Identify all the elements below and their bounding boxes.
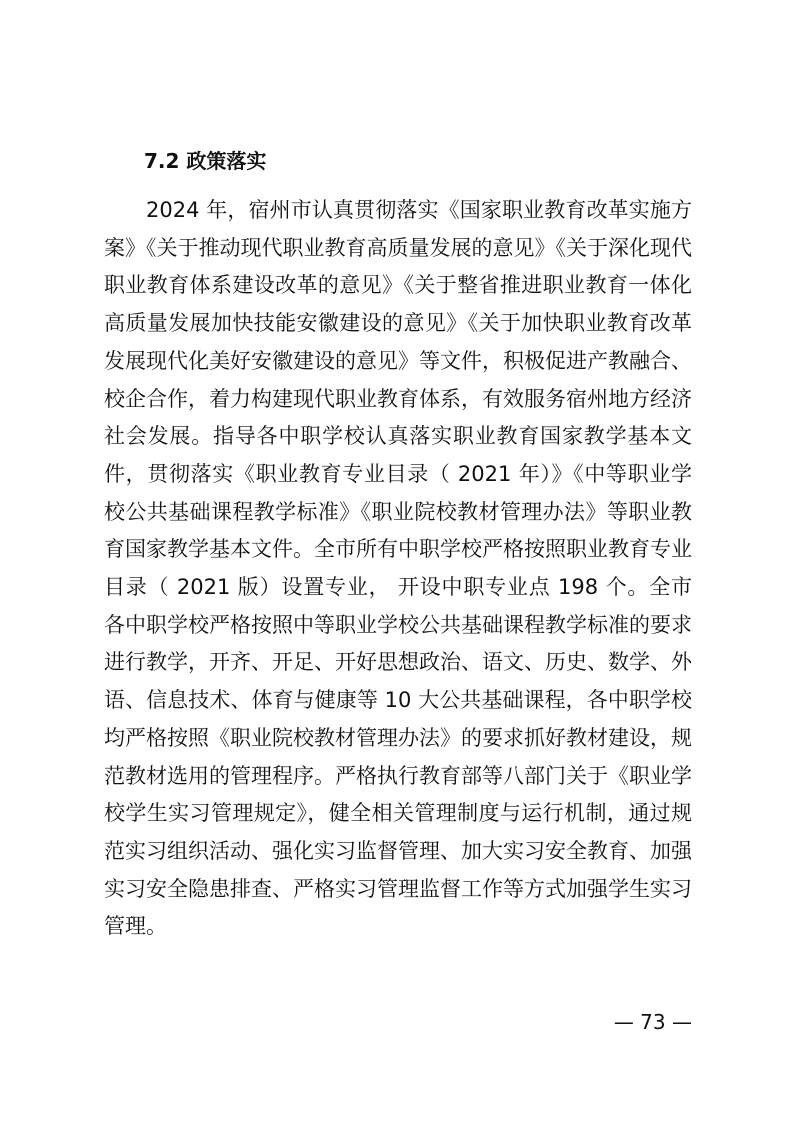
section-heading: 7.2 政策落实 [144, 149, 267, 173]
page-number: — 73 — [613, 1010, 692, 1034]
body-paragraph: 2024 年，宿州市认真贯彻落实《国家职业教育改革实施方案》《关于推动现代职业教育高质量发展的意见》《关于深化现代职业教育体系建设改革的意见》《关于整省推进职业教育一体化 高质量发展加快技能安徽建设的意见》《关于加快职业教育改革发展现代化美好安徽建设的意见》等文件，积极促进产教融合、校企合作，着力构建现代职业教育体系，有效服务宿州地方经济社会发展。指导各中职学校认真落实职业教育国家教学基本文件，贯彻落实《职业教育专业目录（ 2021 年）》《中等职业学校公共基础课程教学标准》《职业院校教材管理办法》等职业教育国家教学基本文件。全市所有中职学校严格按照职业教育专业目录（ 2021 版）设置专业， 开设中职专业点 198 个。全市各中职学校严格按照中等职业学校公共基础课程教学标准的要求进行教学，开齐、开足、开好思想政治、语文、历史、数学、外语、信息技术、体育与健康等 10 大公共基础课程，各中职学校均严格按照《职业院校教材管理办法》的要求抓好教材建设，规范教材选用的管理程序。严格执行教育部等八部门关于《职业学校学生实习管理规定》，健全相关管理制度与运行机制，通过规范实习组织活动、强化实习监督管理、加大实习安全教育、加强实习安全隐患排查、严格实习管理监督工作等方式加强学生实习管理。 [104, 198, 692, 939]
